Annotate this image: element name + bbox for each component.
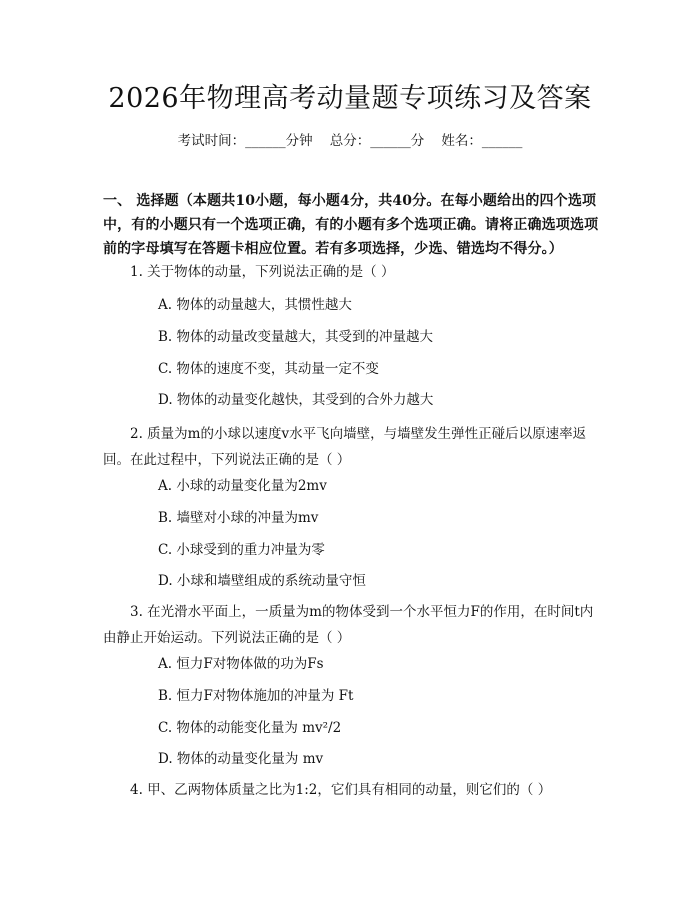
question-4-stem: 4. 甲、乙两物体质量之比为1:2，它们具有相同的动量，则它们的（ ） bbox=[130, 782, 552, 798]
question-2-option-b: B. 墙壁对小球的冲量为mv bbox=[158, 510, 319, 526]
question-2-stem: 2. 质量为m的小球以速度v水平飞向墙壁，与墙壁发生弹性正碰后以原速率返回。在此过程中，下列说法正确的是（ ） bbox=[103, 426, 587, 468]
question-1-stem: 1. 关于物体的动量，下列说法正确的是（ ） bbox=[130, 264, 395, 280]
question-1-option-a: A. 物体的动量越大，其惯性越大 bbox=[158, 297, 352, 313]
question-2-option-c: C. 小球受到的重力冲量为零 bbox=[158, 542, 325, 558]
question-3-option-a: A. 恒力F对物体做的功为Fs bbox=[158, 656, 324, 672]
question-3-option-d: D. 物体的动量变化量为 mv bbox=[158, 751, 324, 767]
question-1-option-b: B. 物体的动量改变量越大，其受到的冲量越大 bbox=[158, 329, 434, 345]
page-title: 2026年物理高考动量题专项练习及答案 bbox=[108, 83, 592, 114]
question-2-option-d: D. 小球和墙壁组成的系统动量守恒 bbox=[158, 573, 366, 589]
question-3-stem: 3. 在光滑水平面上，一质量为m的物体受到一个水平恒力F的作用，在时间t内由静止开始运动。下列说法正确的是（ ） bbox=[103, 604, 594, 646]
question-1-option-c: C. 物体的速度不变，其动量一定不变 bbox=[158, 361, 379, 377]
exam-meta-line: 考试时间：______分钟 总分：______分 姓名：______ bbox=[177, 133, 523, 149]
question-3-option-b: B. 恒力F对物体施加的冲量为 Ft bbox=[158, 688, 354, 704]
section-heading: 一、 选择题（本题共10小题，每小题4分，共40分。在每小题给出的四个选项中，有的小题只有一个选项正确，有的小题有多个选项正确。请将正确选项选项前的字母填写在答题卡相应位置。若有多项选择，少选、错选均不得分。） bbox=[103, 193, 599, 257]
question-3-option-c: C. 物体的动能变化量为 mv²/2 bbox=[158, 720, 342, 736]
question-1-option-d: D. 物体的动量变化越快，其受到的合外力越大 bbox=[158, 392, 434, 408]
question-2-option-a: A. 小球的动量变化量为2mv bbox=[158, 478, 327, 494]
